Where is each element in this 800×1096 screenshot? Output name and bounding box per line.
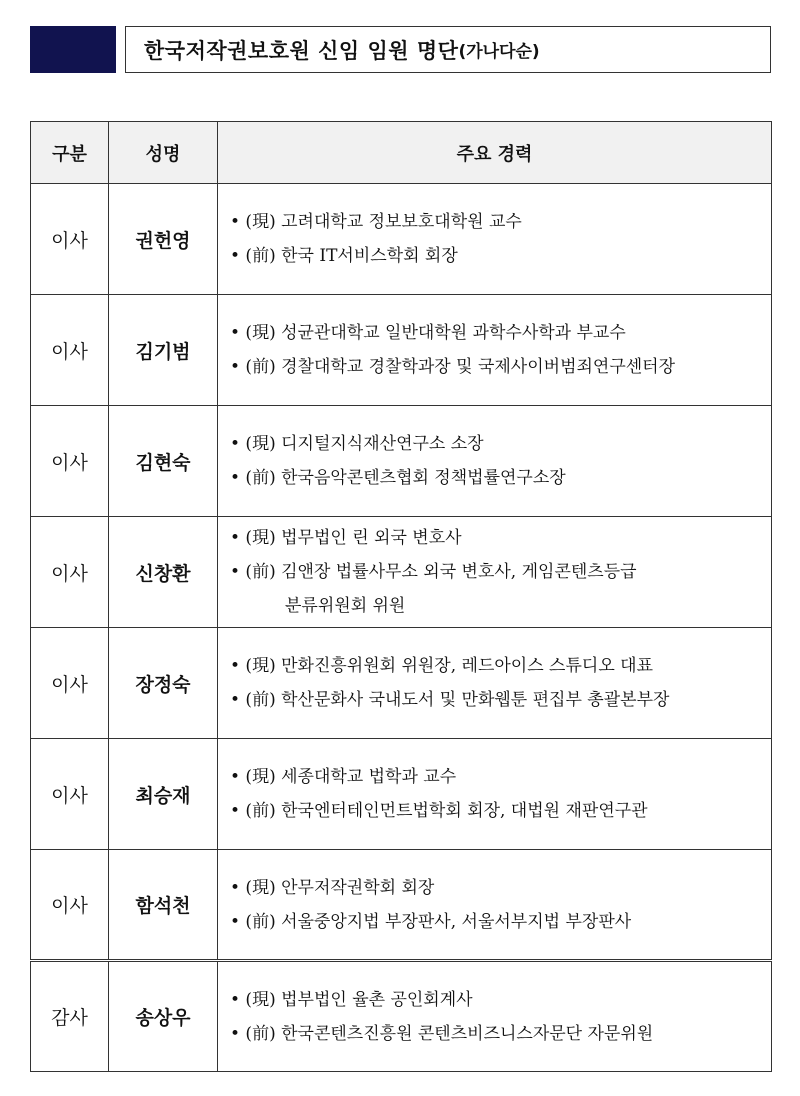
career-prefix: • (現) bbox=[230, 877, 282, 898]
career-item bbox=[230, 1017, 763, 1051]
career-text: 경찰대학교 경찰학과장 및 국제사이버범죄연구센터장 bbox=[281, 357, 676, 377]
career-item bbox=[230, 461, 763, 495]
career-item bbox=[230, 316, 763, 350]
career-item bbox=[230, 350, 763, 384]
cell-role: 감사 bbox=[31, 961, 109, 1072]
header-career: 주요 경력 bbox=[218, 122, 772, 184]
cell-role: 이사 bbox=[31, 406, 109, 517]
career-prefix: • (前) bbox=[230, 246, 282, 266]
career-prefix: • (前) bbox=[230, 911, 282, 932]
career-prefix: • (前) bbox=[230, 562, 282, 582]
title-box bbox=[125, 26, 771, 73]
cell-name: 장정숙 bbox=[109, 628, 218, 739]
table-row bbox=[31, 406, 772, 517]
career-text: 한국엔터테인먼트법학회 회장, 대법원 재판연구관 bbox=[281, 801, 648, 821]
cell-name: 신창환 bbox=[109, 517, 218, 628]
table-body bbox=[31, 184, 772, 1072]
career-item bbox=[230, 427, 763, 461]
career-prefix: • (現) bbox=[230, 434, 282, 454]
career-text: 법무법인 린 외국 변호사 bbox=[281, 528, 462, 548]
career-prefix: • (現) bbox=[230, 212, 282, 232]
career-text: 한국음악콘텐츠협회 정책법률연구소장 bbox=[281, 468, 566, 488]
career-prefix: • (現) bbox=[230, 323, 282, 343]
cell-name: 김기범 bbox=[109, 295, 218, 406]
career-text: 만화진흥위원회 위원장, 레드아이스 스튜디오 대표 bbox=[281, 656, 653, 676]
career-item bbox=[230, 521, 763, 555]
career-item bbox=[230, 983, 763, 1017]
table-row bbox=[31, 184, 772, 295]
cell-name: 권헌영 bbox=[109, 184, 218, 295]
cell-role: 이사 bbox=[31, 850, 109, 961]
title-block bbox=[30, 26, 771, 73]
career-text: 성균관대학교 일반대학원 과학수사학과 부교수 bbox=[281, 323, 626, 343]
title-accent-bar bbox=[30, 26, 116, 73]
career-prefix: • (前) bbox=[230, 357, 282, 377]
table-row bbox=[31, 850, 772, 961]
career-prefix: • (現) bbox=[230, 989, 282, 1010]
career-prefix: • (前) bbox=[230, 468, 282, 488]
table-row bbox=[31, 295, 772, 406]
cell-career bbox=[218, 739, 772, 850]
cell-career bbox=[218, 295, 772, 406]
table-header-row bbox=[31, 122, 772, 184]
career-item bbox=[230, 239, 763, 273]
career-prefix: • (前) bbox=[230, 690, 282, 710]
officers-table bbox=[30, 121, 772, 1072]
career-prefix: • (現) bbox=[230, 767, 282, 787]
career-text: 안무저작권학회 회장 bbox=[281, 877, 435, 898]
career-text: 학산문화사 국내도서 및 만화웹툰 편집부 총괄본부장 bbox=[281, 690, 670, 710]
page-subtitle: (가나다순) bbox=[458, 42, 540, 62]
career-text: 한국 IT서비스학회 회장 bbox=[281, 246, 458, 266]
career-item bbox=[230, 555, 763, 589]
career-text: 법부법인 율촌 공인회계사 bbox=[281, 989, 473, 1010]
career-text: 디지털지식재산연구소 소장 bbox=[281, 434, 484, 454]
career-text: 한국콘텐츠진흥원 콘텐츠비즈니스자문단 자문위원 bbox=[281, 1023, 654, 1044]
cell-role: 이사 bbox=[31, 295, 109, 406]
cell-career bbox=[218, 628, 772, 739]
career-continuation-text: 분류위원회 위원 bbox=[285, 596, 406, 616]
career-prefix: • (現) bbox=[230, 656, 282, 676]
header-name: 성명 bbox=[109, 122, 218, 184]
career-item bbox=[230, 871, 763, 905]
career-item bbox=[230, 760, 763, 794]
career-item bbox=[230, 794, 763, 828]
cell-role: 이사 bbox=[31, 628, 109, 739]
cell-name: 송상우 bbox=[109, 961, 218, 1072]
table-row bbox=[31, 961, 772, 1072]
cell-role: 이사 bbox=[31, 517, 109, 628]
table-row bbox=[31, 517, 772, 628]
cell-career bbox=[218, 406, 772, 517]
cell-career bbox=[218, 850, 772, 961]
career-text: 김앤장 법률사무소 외국 변호사, 게임콘텐츠등급 bbox=[281, 562, 637, 582]
cell-name: 김현숙 bbox=[109, 406, 218, 517]
career-text: 세종대학교 법학과 교수 bbox=[281, 767, 457, 787]
career-item bbox=[230, 649, 763, 683]
career-prefix: • (前) bbox=[230, 801, 282, 821]
career-text: 고려대학교 정보보호대학원 교수 bbox=[281, 212, 522, 232]
career-item bbox=[230, 905, 763, 939]
cell-role: 이사 bbox=[31, 739, 109, 850]
career-item bbox=[230, 205, 763, 239]
cell-name: 함석천 bbox=[109, 850, 218, 961]
cell-role: 이사 bbox=[31, 184, 109, 295]
cell-name: 최승재 bbox=[109, 739, 218, 850]
table-row bbox=[31, 628, 772, 739]
cell-career bbox=[218, 184, 772, 295]
header-role: 구분 bbox=[31, 122, 109, 184]
cell-career bbox=[218, 517, 772, 628]
career-prefix: • (現) bbox=[230, 528, 282, 548]
career-item bbox=[230, 683, 763, 717]
career-text: 서울중앙지법 부장판사, 서울서부지법 부장판사 bbox=[281, 911, 632, 932]
cell-career bbox=[218, 961, 772, 1072]
page-title: 한국저작권보호원 신임 임원 명단 bbox=[144, 38, 459, 63]
career-prefix: • (前) bbox=[230, 1023, 282, 1044]
career-continuation bbox=[230, 589, 763, 623]
table-row bbox=[31, 739, 772, 850]
